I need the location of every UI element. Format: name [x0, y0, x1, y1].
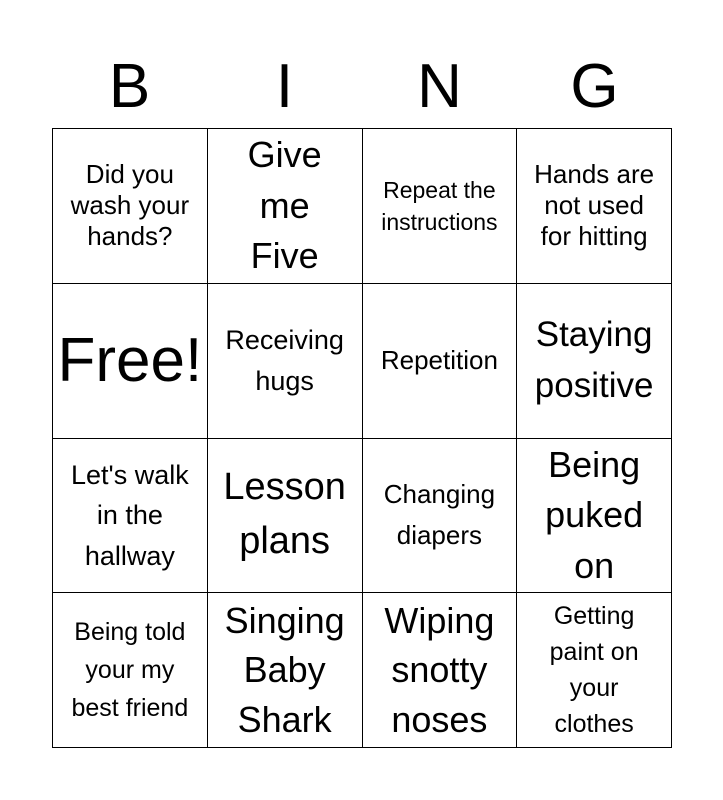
cell-text: Wiping snotty noses	[384, 599, 495, 740]
bingo-cell[interactable]	[363, 593, 518, 748]
cell-text: Let's walk in the hallway	[71, 459, 189, 571]
cell-text: Being puked on	[545, 443, 644, 586]
cell-text: Hands are not used for hitting	[534, 159, 655, 252]
bingo-cell[interactable]	[517, 129, 672, 284]
bingo-cell[interactable]	[53, 593, 208, 748]
bingo-cell[interactable]	[517, 284, 672, 439]
bingo-cell[interactable]	[363, 439, 518, 594]
cell-text: Getting paint on your clothes	[549, 601, 639, 739]
header-letter-g: G	[570, 52, 619, 121]
bingo-cell-free[interactable]	[53, 284, 208, 439]
cell-text: Changing diapers	[383, 478, 496, 551]
bingo-cell[interactable]	[363, 129, 518, 284]
header-letter-i: I	[275, 52, 294, 121]
bingo-header	[52, 52, 672, 122]
bingo-cell[interactable]	[53, 439, 208, 594]
bingo-cell[interactable]	[208, 593, 363, 748]
cell-text: Lesson plans	[223, 466, 346, 563]
bingo-cell[interactable]	[517, 439, 672, 594]
cell-text: Being told your my best friend	[71, 618, 189, 723]
free-space-text: Free!	[57, 325, 203, 395]
bingo-cell[interactable]	[53, 129, 208, 284]
cell-text: Give me Five	[247, 134, 322, 277]
cell-text: Repeat the instructions	[381, 176, 498, 235]
cell-text: Did you wash your hands?	[70, 159, 190, 252]
header-letter-n: N	[417, 52, 462, 121]
bingo-cell[interactable]	[363, 284, 518, 439]
bingo-cell[interactable]	[208, 439, 363, 594]
bingo-cell[interactable]	[517, 593, 672, 748]
bingo-board	[52, 128, 672, 748]
cell-text: Receiving hugs	[225, 325, 344, 396]
header-letter-b: B	[108, 52, 151, 121]
bingo-cell[interactable]	[208, 284, 363, 439]
cell-text: Repetition	[380, 345, 498, 376]
cell-text: Staying positive	[534, 314, 654, 405]
cell-text: Singing Baby Shark	[224, 599, 345, 740]
bingo-cell[interactable]	[208, 129, 363, 284]
